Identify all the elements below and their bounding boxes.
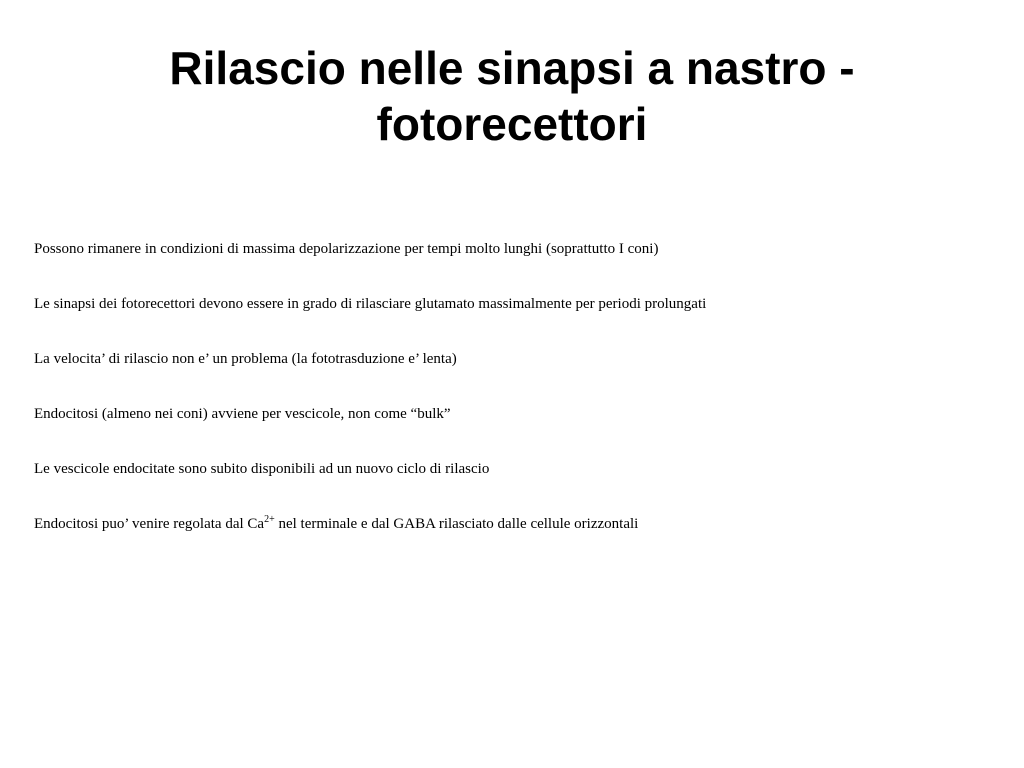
slide-title-line-2: fotorecettori — [376, 98, 648, 150]
slide-title-line-1: Rilascio nelle sinapsi a nastro - — [169, 42, 855, 94]
bullet-text-before: Endocitosi puo’ venire regolata dal Ca — [34, 516, 265, 532]
bullet-item-calcium — [34, 513, 994, 535]
bullet-item: La velocita’ di rilascio non e’ un problema (la fototrasduzione e’ lenta) — [34, 351, 457, 367]
bullet-text-after: nel terminale e dal GABA rilasciato dalle cellule orizzontali — [274, 516, 639, 532]
bullet-item: Endocitosi (almeno nei coni) avviene per vescicole, non come “bulk” — [34, 406, 451, 422]
bullet-item: Possono rimanere in condizioni di massima depolarizzazione per tempi molto lunghi (soprattutto I coni) — [34, 241, 659, 257]
bullet-item: Le vescicole endocitate sono subito disponibili ad un nuovo ciclo di rilascio — [34, 461, 490, 477]
bullet-item: Le sinapsi dei fotorecettori devono essere in grado di rilasciare glutamato massimalmente per periodi prolungati — [34, 296, 707, 312]
bullet-list — [34, 238, 994, 568]
slide-title — [0, 40, 1024, 152]
calcium-charge-superscript: 2+ — [264, 514, 275, 525]
